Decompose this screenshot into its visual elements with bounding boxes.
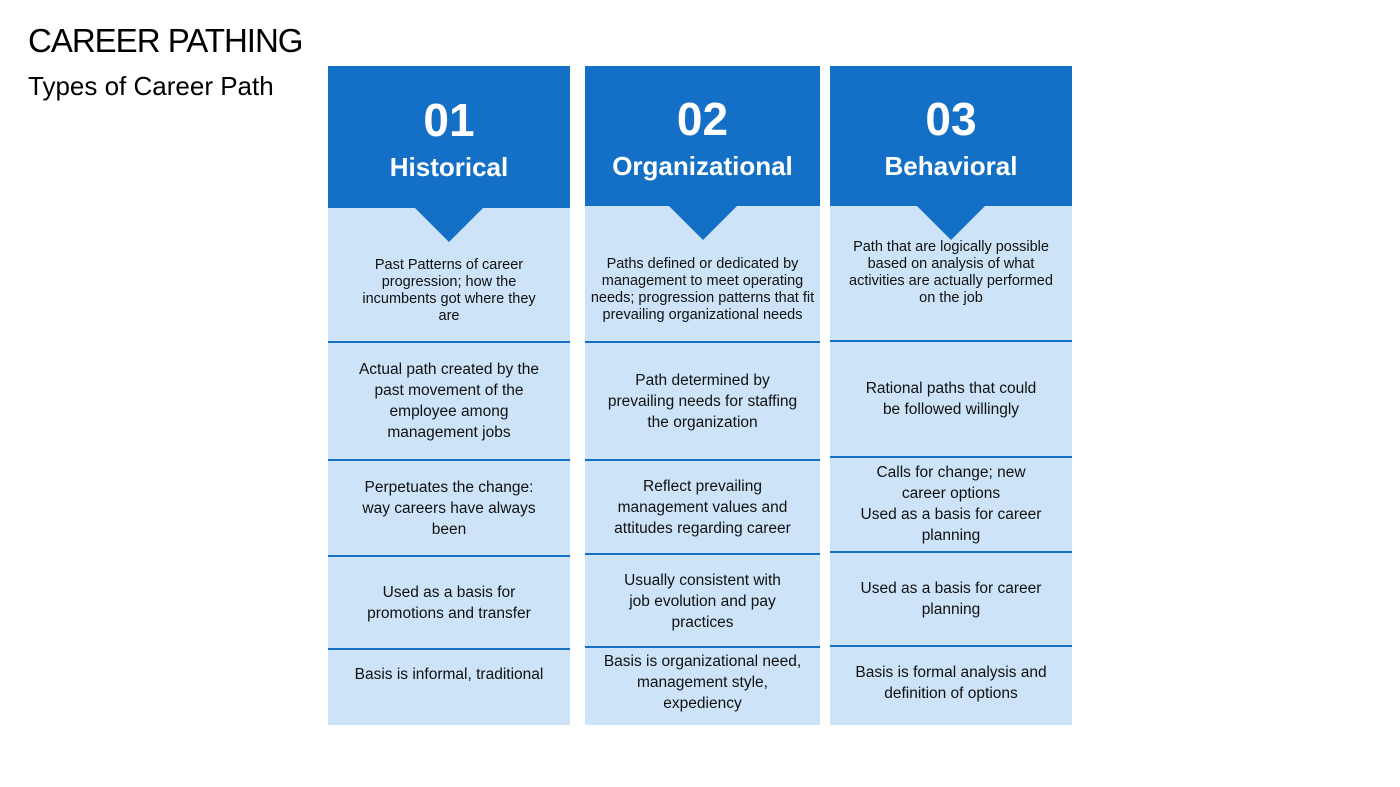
column-name: Behavioral	[884, 151, 1018, 181]
column-cell: Path that are logically possible based on analysis of what activities are actually performed on the job	[849, 239, 1053, 306]
header-pointer-arrow	[415, 208, 483, 242]
column-cell: Used as a basis for career planning	[860, 580, 1042, 618]
page-subtitle: Types of Career Path	[28, 71, 274, 101]
column-header	[328, 66, 570, 208]
column-cell: Basis is formal analysis and definition of options	[855, 664, 1047, 702]
column-cell: Actual path created by the past movement of the employee among management jobs	[358, 361, 540, 441]
column-cell: Perpetuates the change: way careers have always been	[362, 478, 536, 538]
column-header	[830, 66, 1072, 206]
column-number: 01	[423, 94, 475, 146]
column-cell: Reflect prevailing management values and attitudes regarding career	[614, 477, 791, 537]
header-pointer-arrow	[669, 206, 737, 240]
column-name: Historical	[389, 152, 509, 182]
column-cell: Basis is informal, traditional	[354, 665, 544, 683]
column-cell: Paths defined or dedicated by management to meet operating needs; progression patterns that fit prevailing organizational needs	[590, 256, 815, 323]
column-behavioral	[830, 66, 1072, 725]
column-cell: Past Patterns of career progression; how the incumbents got where they are	[362, 257, 536, 324]
column-number: 03	[925, 93, 977, 145]
header-pointer-arrow	[917, 206, 985, 240]
column-cell: Path determined by prevailing needs for staffing the organization	[607, 371, 798, 431]
column-cell: Usually consistent with job evolution and pay practices	[624, 571, 781, 631]
column-cell: Basis is organizational need, management style, expediency	[603, 652, 802, 712]
column-organizational	[585, 66, 820, 725]
column-cell: Rational paths that could be followed willingly	[865, 380, 1037, 418]
column-number: 02	[676, 93, 729, 145]
column-cell: Calls for change; new career options Used as a basis for career planning	[860, 464, 1042, 544]
column-header	[585, 66, 820, 206]
column-name: Organizational	[612, 151, 793, 181]
column-historical	[328, 66, 570, 725]
column-cell: Used as a basis for promotions and transfer	[367, 584, 531, 622]
page-title: CAREER PATHING	[28, 22, 303, 59]
